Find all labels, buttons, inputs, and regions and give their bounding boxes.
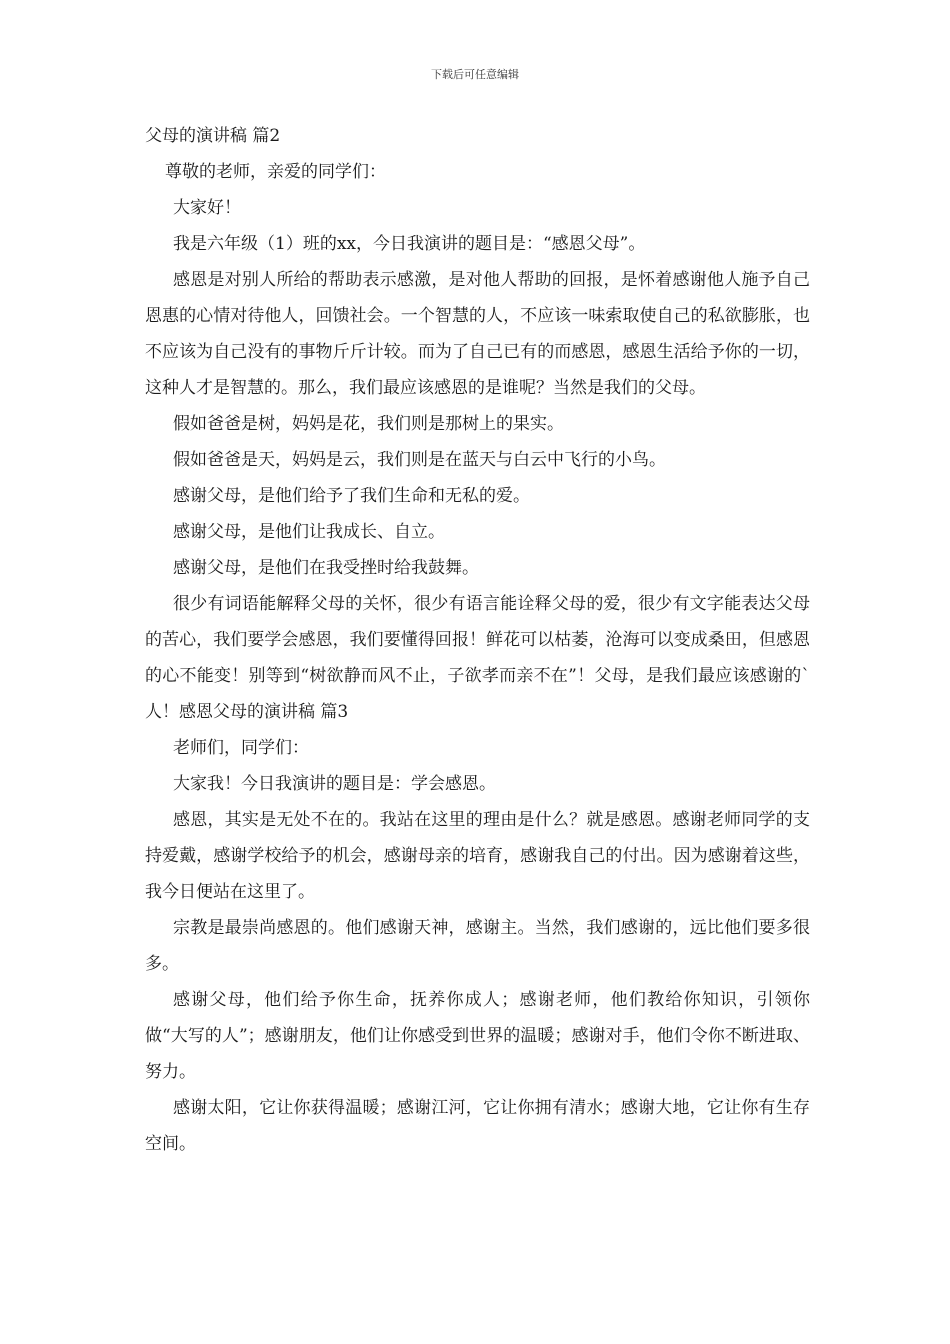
paragraph: 感恩，其实是无处不在的。我站在这里的理由是什么？就是感恩。感谢老师同学的支持爱戴，感谢学校给予的机会，感谢母亲的培育，感谢我自己的付出。因为感谢着这些，我今日便站在这里了。	[145, 810, 810, 902]
document-body	[145, 118, 810, 1162]
section-title: 父母的演讲稿 篇2	[145, 126, 281, 146]
paragraph: 大家好！	[173, 198, 241, 218]
paragraph: 感谢太阳，它让你获得温暖；感谢江河，它让你拥有清水；感谢大地，它让你有生存空间。	[145, 1098, 810, 1154]
paragraph: 我是六年级（1）班的xx，今日我演讲的题目是：“感恩父母”。	[173, 234, 646, 254]
paragraph: 宗教是最崇尚感恩的。他们感谢天神，感谢主。当然，我们感谢的，远比他们要多很多。	[145, 918, 810, 974]
paragraph: 假如爸爸是树，妈妈是花，我们则是那树上的果实。	[173, 414, 564, 434]
paragraph: 感谢父母，是他们让我成长、自立。	[173, 522, 445, 542]
paragraph: 感恩是对别人所给的帮助表示感激，是对他人帮助的回报，是怀着感谢他人施予自己恩惠的心情对待他人，回馈社会。一个智慧的人，不应该一味索取使自己的私欲膨胀，也不应该为自己没有的事物斤斤计较。而为了自己已有的而感恩，感恩生活给予你的一切，这种人才是智慧的。那么，我们最应该感恩的是谁呢？当然是我们的父母。	[145, 270, 810, 398]
paragraph: 感谢父母，是他们给予了我们生命和无私的爱。	[173, 486, 530, 506]
paragraph: 感谢父母，他们给予你生命，抚养你成人；感谢老师，他们教给你知识，引领你做“大写的人”；感谢朋友，他们让你感受到世界的温暖；感谢对手，他们令你不断进取、努力。	[145, 990, 810, 1082]
paragraph: 老师们，同学们：	[173, 738, 309, 758]
paragraph: 大家我！今日我演讲的题目是：学会感恩。	[173, 774, 496, 794]
paragraph: 感谢父母，是他们在我受挫时给我鼓舞。	[173, 558, 479, 578]
paragraph: 假如爸爸是天，妈妈是云，我们则是在蓝天与白云中飞行的小鸟。	[173, 450, 666, 470]
paragraph: 很少有词语能解释父母的关怀，很少有语言能诠释父母的爱，很少有文字能表达父母的苦心，我们要学会感恩，我们要懂得回报！鲜花可以枯萎，沧海可以变成桑田，但感恩的心不能变！别等到“树欲静而风不止，子欲孝而亲不在”！父母，是我们最应该感谢的`人！感恩父母的演讲稿 篇3	[145, 594, 810, 722]
page-header: 下载后可任意编辑	[431, 68, 519, 81]
paragraph: 尊敬的老师，亲爱的同学们：	[165, 162, 386, 182]
